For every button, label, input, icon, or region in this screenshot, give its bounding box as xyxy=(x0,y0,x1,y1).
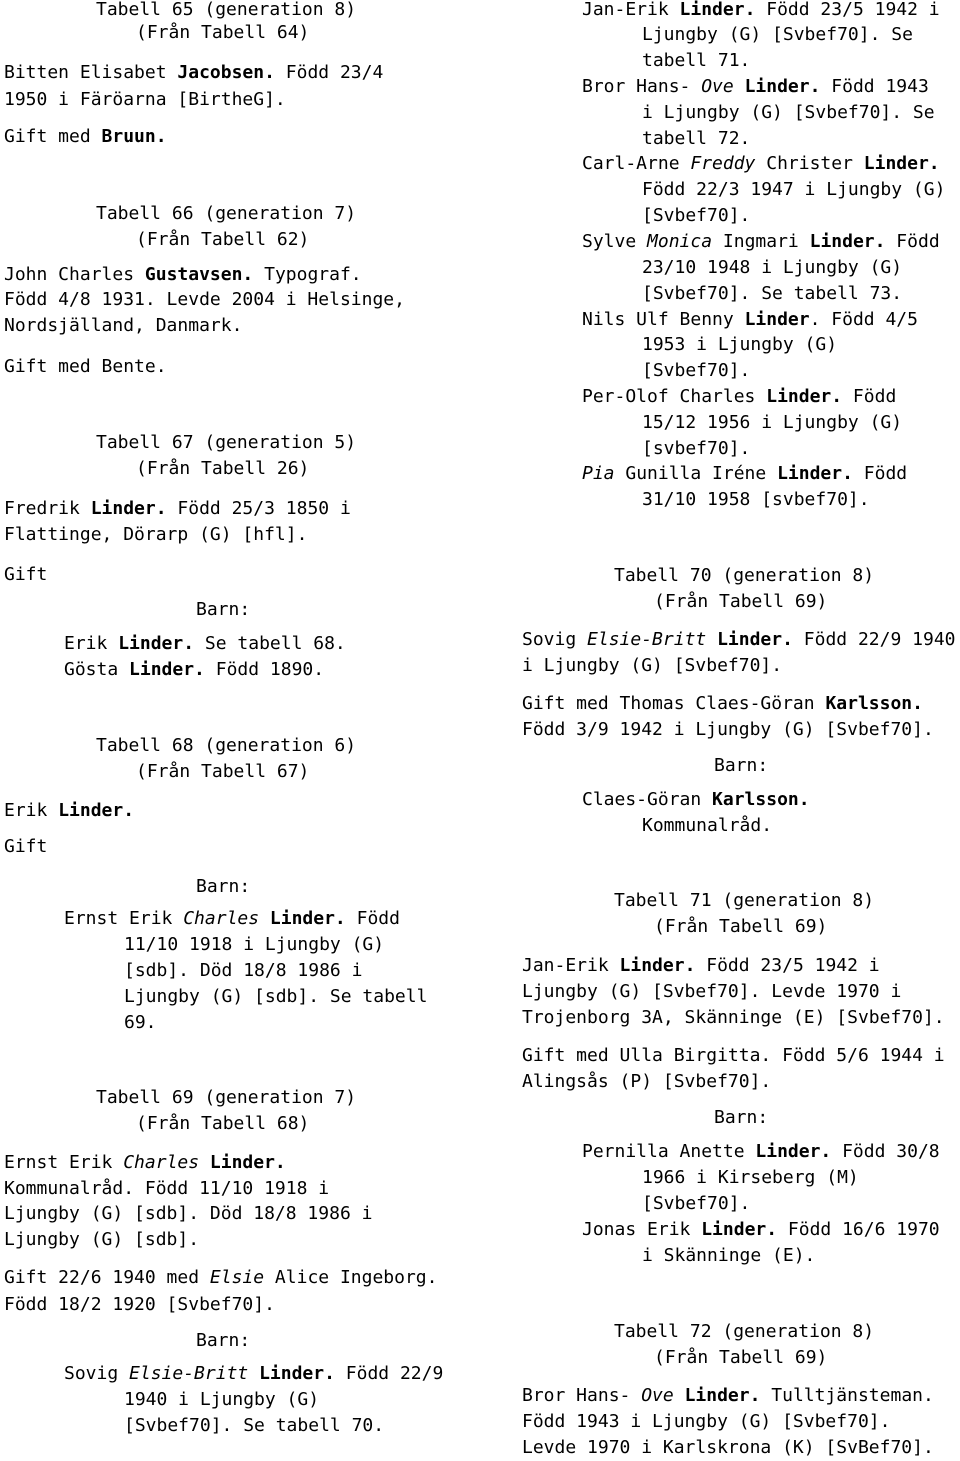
table-source: (Från Tabell 26) xyxy=(136,458,310,479)
table-heading: Tabell 65 (generation 8) xyxy=(96,0,357,20)
person-entry-line: Ljungby (G) [sdb]. Död 18/8 1986 i xyxy=(4,1203,373,1224)
child-entry: Ernst Erik Charles Linder. Född xyxy=(64,908,400,929)
person-entry-line: Trojenborg 3A, Skänninge (E) [Svbef70]. xyxy=(522,1007,945,1028)
table-heading: Tabell 71 (generation 8) xyxy=(614,890,875,911)
person-entry: Jan-Erik Linder. Född 23/5 1942 i xyxy=(522,955,880,976)
marriage-entry: Gift med Bente. xyxy=(4,356,167,377)
table-source: (Från Tabell 69) xyxy=(654,1347,828,1368)
child-entry-line: [Svbef70]. Se tabell 73. xyxy=(642,283,903,304)
child-entry-line: Född 22/3 1947 i Ljungby (G) xyxy=(642,179,946,200)
person-entry-line: Ljungby (G) [Svbef70]. Levde 1970 i xyxy=(522,981,902,1002)
table-source: (Från Tabell 69) xyxy=(654,916,828,937)
marriage-entry-line: Född 3/9 1942 i Ljungby (G) [Svbef70]. xyxy=(522,719,934,740)
table-heading: Tabell 66 (generation 7) xyxy=(96,203,357,224)
person-entry: Sovig Elsie-Britt Linder. Född 22/9 1940 xyxy=(522,629,956,650)
child-entry-line: 1953 i Ljungby (G) xyxy=(642,334,838,355)
person-entry-line: Levde 1970 i Karlskrona (K) [SvBef70]. xyxy=(522,1437,934,1458)
child-entry-line: i Ljungby (G) [Svbef70]. Se xyxy=(642,102,935,123)
table-source: (Från Tabell 69) xyxy=(654,591,828,612)
child-entry-line: i Skänninge (E). xyxy=(642,1245,816,1266)
child-entry: Carl-Arne Freddy Christer Linder. xyxy=(582,153,940,174)
table-source: (Från Tabell 67) xyxy=(136,761,310,782)
child-entry-line: [Svbef70]. Se tabell 70. xyxy=(124,1415,385,1436)
children-heading: Barn: xyxy=(196,1330,251,1351)
child-entry-line: 31/10 1958 [svbef70]. xyxy=(642,489,870,510)
person-entry: Ernst Erik Charles Linder. xyxy=(4,1152,286,1173)
table-heading: Tabell 67 (generation 5) xyxy=(96,432,357,453)
child-entry: Gösta Linder. Född 1890. xyxy=(64,659,325,680)
person-entry-line: Flattinge, Dörarp (G) [hfl]. xyxy=(4,524,308,545)
person-entry: John Charles Gustavsen. Typograf. xyxy=(4,264,362,285)
child-entry: Nils Ulf Benny Linder. Född 4/5 xyxy=(582,309,918,330)
marriage-entry: Gift xyxy=(4,564,48,585)
child-entry: Claes-Göran Karlsson. xyxy=(582,789,810,810)
child-entry-line: 15/12 1956 i Ljungby (G) xyxy=(642,412,903,433)
child-entry-line: tabell 72. xyxy=(642,128,751,149)
child-entry-line: 23/10 1948 i Ljungby (G) xyxy=(642,257,903,278)
person-entry-line: Född 1943 i Ljungby (G) [Svbef70]. xyxy=(522,1411,891,1432)
children-heading: Barn: xyxy=(714,1107,769,1128)
person-entry-line: Ljungby (G) [sdb]. xyxy=(4,1229,200,1250)
child-entry-line: Kommunalråd. xyxy=(642,815,773,836)
child-entry-line: [Svbef70]. xyxy=(642,1193,751,1214)
child-entry-line: 69. xyxy=(124,1012,157,1033)
child-entry-line: [sdb]. Död 18/8 1986 i xyxy=(124,960,363,981)
child-entry: Erik Linder. Se tabell 68. xyxy=(64,633,346,654)
child-entry-line: [svbef70]. xyxy=(642,438,751,459)
person-entry: Erik Linder. xyxy=(4,800,135,821)
children-heading: Barn: xyxy=(714,755,769,776)
child-entry: Sovig Elsie-Britt Linder. Född 22/9 xyxy=(64,1363,444,1384)
child-entry: Per-Olof Charles Linder. Född xyxy=(582,386,897,407)
child-entry: Sylve Monica Ingmari Linder. Född xyxy=(582,231,940,252)
person-entry: Bitten Elisabet Jacobsen. Född 23/4 xyxy=(4,62,384,83)
table-source: (Från Tabell 64) xyxy=(136,22,310,43)
marriage-entry-line: Född 18/2 1920 [Svbef70]. xyxy=(4,1294,275,1315)
table-heading: Tabell 72 (generation 8) xyxy=(614,1321,875,1342)
child-entry: Jan-Erik Linder. Född 23/5 1942 i xyxy=(582,0,940,20)
table-source: (Från Tabell 68) xyxy=(136,1113,310,1134)
child-entry: Bror Hans- Ove Linder. Född 1943 xyxy=(582,76,929,97)
child-entry: Jonas Erik Linder. Född 16/6 1970 xyxy=(582,1219,940,1240)
table-heading: Tabell 70 (generation 8) xyxy=(614,565,875,586)
marriage-entry: Gift med Bruun. xyxy=(4,126,167,147)
table-heading: Tabell 68 (generation 6) xyxy=(96,735,357,756)
child-entry-line: [Svbef70]. xyxy=(642,360,751,381)
person-entry: Fredrik Linder. Född 25/3 1850 i xyxy=(4,498,351,519)
child-entry-line: [Svbef70]. xyxy=(642,205,751,226)
person-entry-line: Nordsjälland, Danmark. xyxy=(4,315,243,336)
marriage-entry: Gift med Ulla Birgitta. Född 5/6 1944 i xyxy=(522,1045,945,1066)
marriage-entry: Gift xyxy=(4,836,48,857)
child-entry-line: tabell 71. xyxy=(642,50,751,71)
child-entry-line: Ljungby (G) [Svbef70]. Se xyxy=(642,24,913,45)
table-heading: Tabell 69 (generation 7) xyxy=(96,1087,357,1108)
children-heading: Barn: xyxy=(196,876,251,897)
children-heading: Barn: xyxy=(196,599,251,620)
person-entry-line: i Ljungby (G) [Svbef70]. xyxy=(522,655,783,676)
marriage-entry: Gift 22/6 1940 med Elsie Alice Ingeborg. xyxy=(4,1267,438,1288)
person-entry-line: Kommunalråd. Född 11/10 1918 i xyxy=(4,1178,330,1199)
child-entry-line: 11/10 1918 i Ljungby (G) xyxy=(124,934,385,955)
child-entry-line: Ljungby (G) [sdb]. Se tabell xyxy=(124,986,428,1007)
child-entry-line: 1940 i Ljungby (G) xyxy=(124,1389,320,1410)
table-source: (Från Tabell 62) xyxy=(136,229,310,250)
person-entry-line: 1950 i Färöarna [BirtheG]. xyxy=(4,89,286,110)
person-entry: Bror Hans- Ove Linder. Tulltjänsteman. xyxy=(522,1385,934,1406)
child-entry: Pia Gunilla Iréne Linder. Född xyxy=(582,463,908,484)
child-entry: Pernilla Anette Linder. Född 30/8 xyxy=(582,1141,940,1162)
marriage-entry-line: Alingsås (P) [Svbef70]. xyxy=(522,1071,772,1092)
marriage-entry: Gift med Thomas Claes-Göran Karlsson. xyxy=(522,693,923,714)
child-entry-line: 1966 i Kirseberg (M) xyxy=(642,1167,859,1188)
person-entry-line: Född 4/8 1931. Levde 2004 i Helsinge, xyxy=(4,289,405,310)
